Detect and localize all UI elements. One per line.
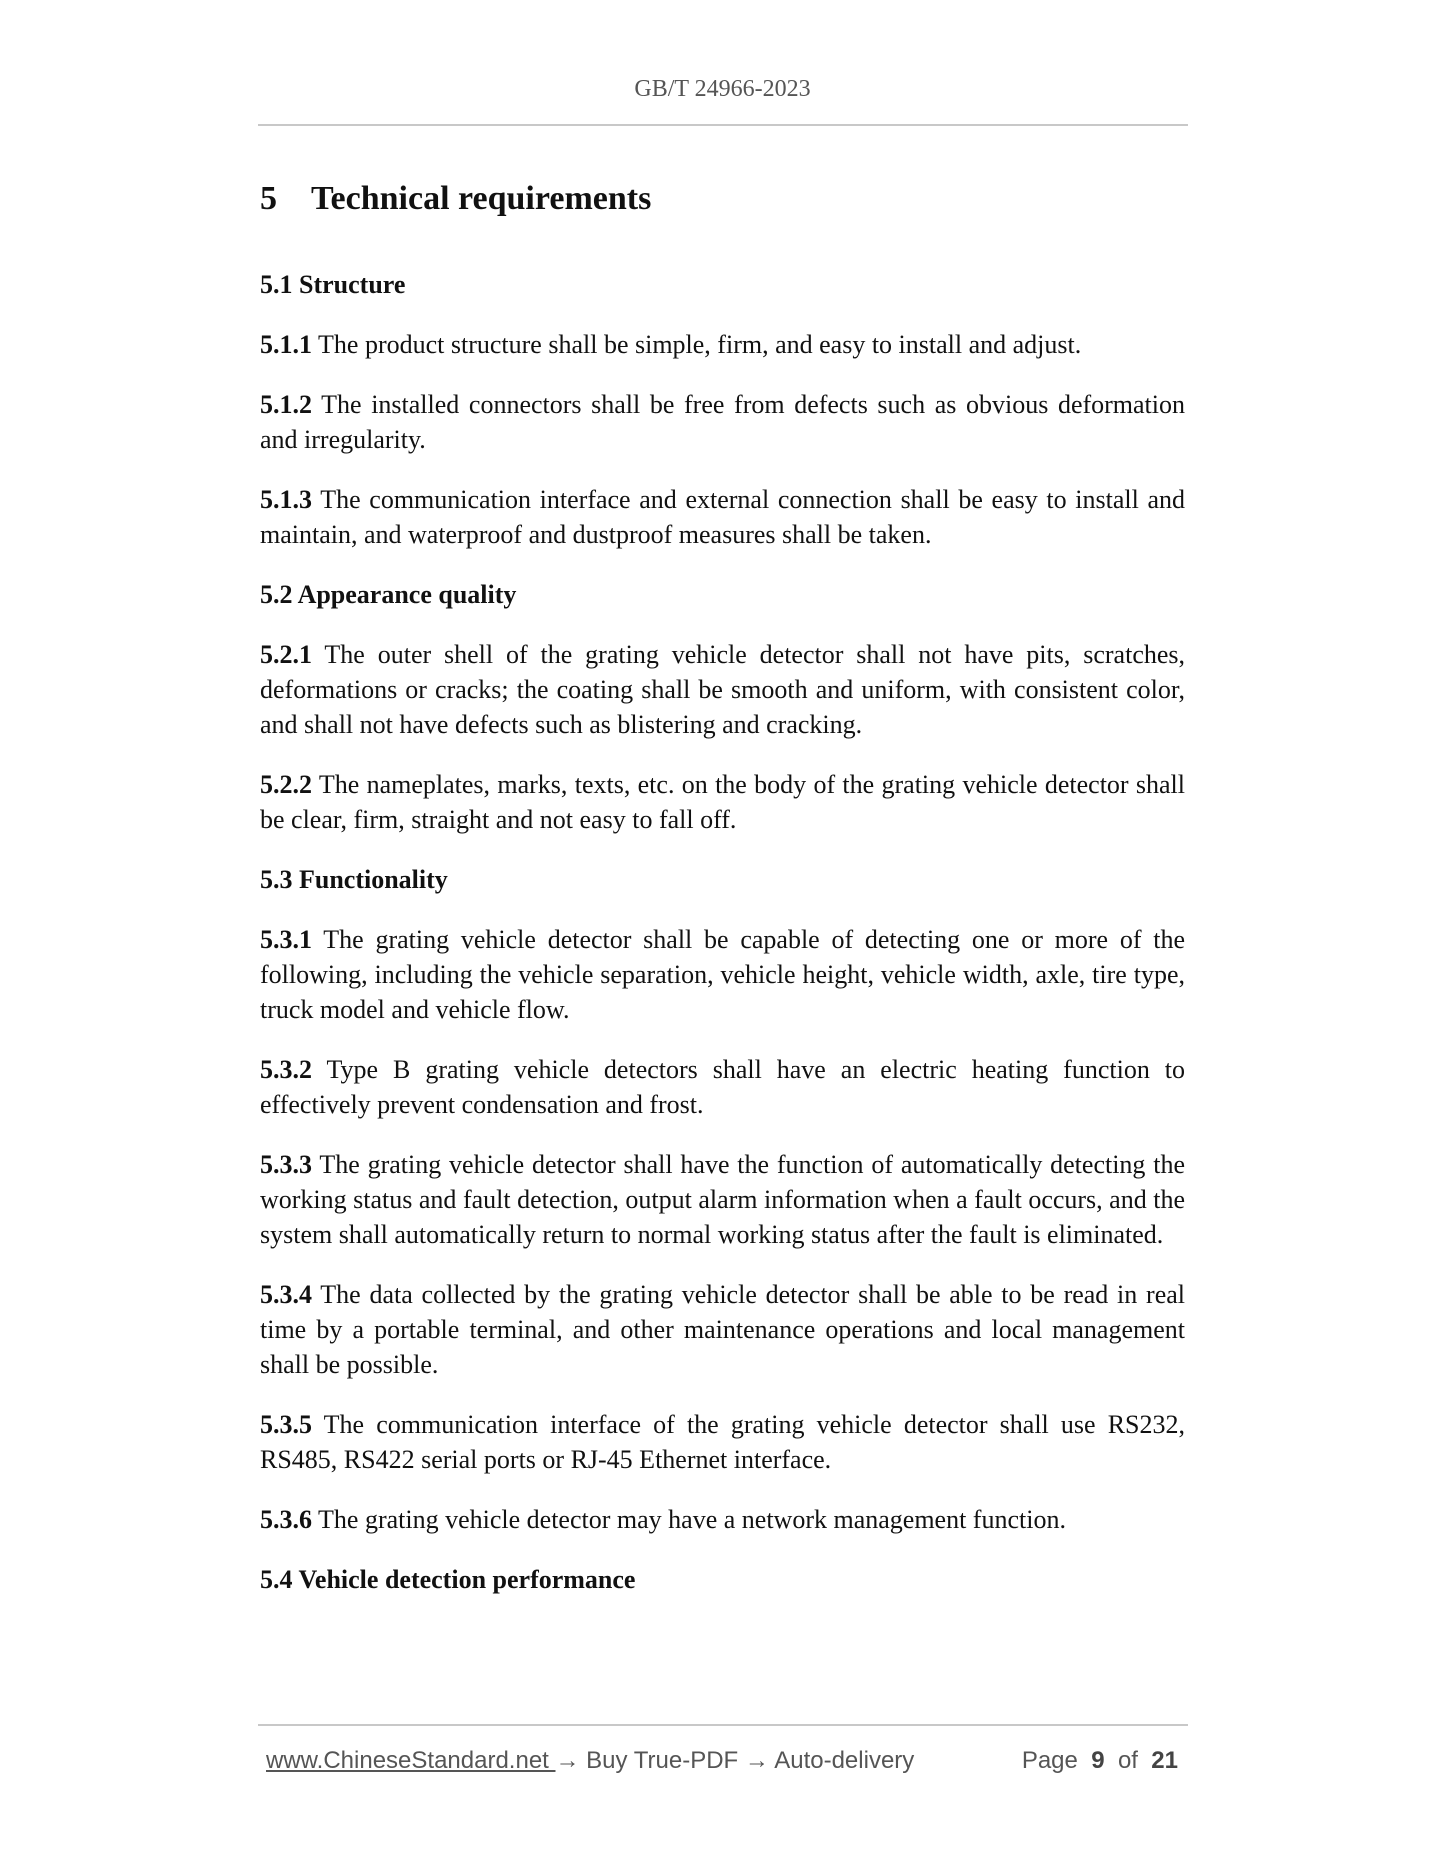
section-title-text: Technical requirements [311,180,652,217]
clause [260,767,1185,837]
clause [260,1502,1185,1537]
clause [260,1407,1185,1477]
promo-text: → Buy True-PDF → Auto-delivery [555,1747,915,1774]
clause [260,482,1185,552]
clause-number: 5.3.2 [260,1055,312,1084]
running-header: GB/T 24966-2023 [634,76,811,102]
clause-number: 5.1.3 [260,485,312,514]
clause-text: The grating vehicle detector may have a network management function. [318,1505,1066,1534]
section-number: 5 [260,180,277,217]
clause-text: The communication interface and external connection shall be easy to install and maintain, and waterproof and dustproof measures shall be taken. [260,485,1186,549]
clause-text: The nameplates, marks, texts, etc. on the body of the grating vehicle detector shall be clear, firm, straight and not easy to fall off. [260,770,1186,834]
page-label: Page [1021,1747,1078,1774]
clause [260,327,1185,362]
clause [260,1052,1185,1122]
clause-text: The product structure shall be simple, firm, and easy to install and adjust. [318,330,1082,359]
footer-rule [258,1724,1188,1726]
subsection-heading-structure: 5.1 Structure [260,270,406,299]
clause-text: The data collected by the grating vehicle detector shall be able to be read in real time by a portable terminal, and other maintenance operations and local management shall be possible. [260,1280,1186,1379]
clause [260,922,1185,1027]
clause-text: The communication interface of the grating vehicle detector shall use RS232, RS485, RS422 serial ports or RJ-45 Ethernet interface. [260,1410,1186,1474]
clause [260,1277,1185,1382]
clause-number: 5.3.5 [260,1410,312,1439]
clause-text: Type B grating vehicle detectors shall have an electric heating function to effectively prevent condensation and frost. [260,1055,1185,1119]
clause-number: 5.1.1 [260,330,312,359]
page-footer [266,1744,1186,1778]
subsection-heading-appearance-quality: 5.2 Appearance quality [260,580,517,609]
section-title [260,176,1185,222]
clause [260,637,1185,742]
clause-number: 5.1.2 [260,390,312,419]
clause [260,387,1185,457]
clause-text: The grating vehicle detector shall be capable of detecting one or more of the following, including the vehicle separation, vehicle height, vehicle width, axle, tire type, truck model and vehicle flow. [260,925,1186,1024]
current-page-number: 9 [1091,1747,1105,1774]
clause-number: 5.2.1 [260,640,312,669]
document-body [260,176,1185,1622]
clause-number: 5.3.3 [260,1150,312,1179]
clause-number: 5.3.6 [260,1505,312,1534]
page-indicator [1022,1744,1178,1778]
header-rule [258,124,1188,126]
clause-text: The installed connectors shall be free from defects such as obvious deformation and irregularity. [260,390,1186,454]
clause-number: 5.2.2 [260,770,312,799]
clause-number: 5.3.4 [260,1280,312,1309]
clause-number: 5.3.1 [260,925,312,954]
site-link[interactable]: www.ChineseStandard.net [266,1747,556,1774]
subsection-heading-functionality: 5.3 Functionality [260,865,448,894]
of-label: of [1117,1747,1138,1774]
clause-text: The grating vehicle detector shall have the function of automatically detecting the working status and fault detection, output alarm information when a fault occurs, and the system shall automatically return to normal working status after the fault is eliminated. [260,1150,1186,1249]
footer-promo [266,1744,914,1778]
clause [260,1147,1185,1252]
clause-text: The outer shell of the grating vehicle detector shall not have pits, scratches, deformations or cracks; the coating shall be smooth and uniform, with consistent color, and shall not have defects such as blistering and cracking. [260,640,1186,739]
subsection-heading-vehicle-detection-performance: 5.4 Vehicle detection performance [260,1565,636,1594]
total-page-count: 21 [1151,1747,1178,1774]
